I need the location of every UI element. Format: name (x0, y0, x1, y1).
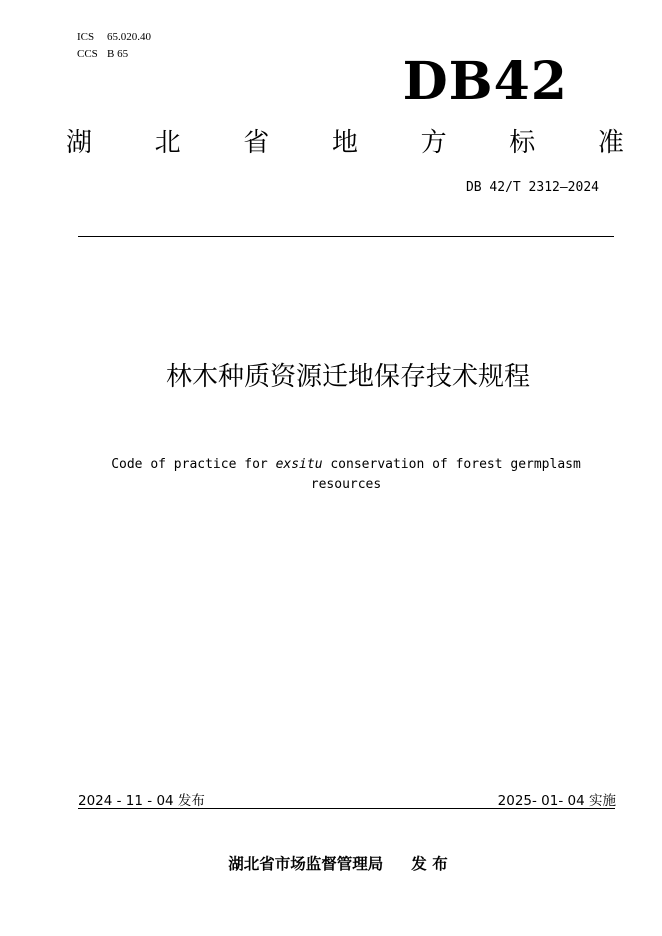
ccs-label: CCS (77, 48, 98, 60)
title-english-prefix: Code of practice for (111, 457, 276, 472)
ics-label: ICS (77, 31, 95, 43)
document-title-chinese: 林木种质资源迁地保存技术规程 (165, 362, 530, 392)
header-divider (78, 236, 614, 237)
title-english-suffix: conservation of forest germplasm resources (310, 457, 581, 492)
footer-divider (78, 808, 615, 809)
publisher-name: 湖北省市场监督管理局 (228, 855, 384, 873)
standard-type-heading (62, 126, 628, 160)
ics-classification (77, 31, 151, 43)
ccs-code: B 65 (107, 48, 129, 60)
publisher-action: 发 布 (411, 855, 448, 873)
standard-type-char: 湖 (65, 128, 92, 158)
standard-type-char: 标 (509, 128, 536, 158)
title-english-italic: exsitu (275, 457, 323, 472)
db42-logo: DB42 (402, 51, 568, 112)
document-title-english (100, 455, 592, 495)
standard-type-char: 地 (331, 128, 358, 158)
standard-type-char: 省 (243, 128, 270, 158)
publisher-line (0, 852, 662, 874)
standard-type-char: 北 (154, 128, 181, 158)
implementation-date: 2025- 01- 04 实施 (497, 793, 616, 809)
standard-type-char: 方 (420, 128, 447, 158)
ccs-classification (77, 48, 128, 60)
standard-number: DB 42/T 2312—2024 (465, 180, 599, 195)
standard-type-char: 准 (597, 128, 624, 158)
ics-code: 65.020.40 (107, 31, 151, 43)
issue-date: 2024 - 11 - 04 发布 (78, 793, 205, 809)
